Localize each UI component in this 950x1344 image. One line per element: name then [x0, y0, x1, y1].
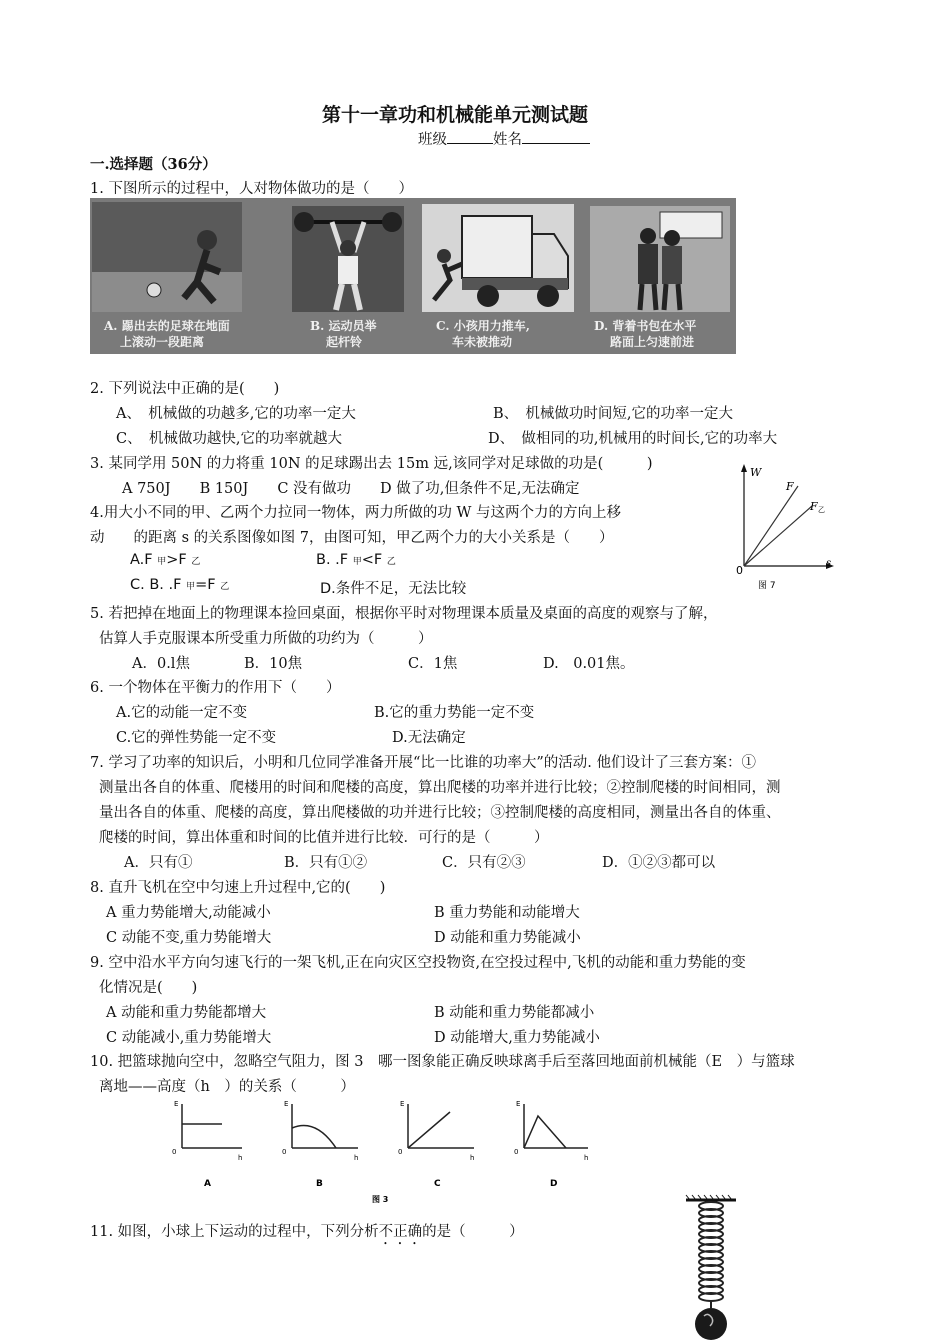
q6-option-b: B.它的重力势能一定不变: [374, 705, 535, 721]
svg-text:E: E: [516, 1100, 521, 1108]
q4-stem-line2: 动 的距离 s 的关系图像如图 7，由图可知，甲乙两个力的大小关系是（ ）: [90, 530, 614, 546]
q7-line3: 量出各自的体重、爬楼的高度，算出爬楼做的功并进行比较；③控制爬楼的高度相同，测量出各自的体重、: [99, 805, 781, 821]
q7-option-a: A．只有①: [124, 855, 193, 871]
football-kick-icon: [92, 202, 242, 312]
svg-text:0: 0: [398, 1148, 403, 1156]
q8-option-d: D 动能和重力势能减小: [434, 930, 581, 946]
q8-option-a: A 重力势能增大,动能减小: [106, 905, 271, 921]
child-pushing-truck-icon: [422, 204, 574, 312]
q4-option-c: C. B. .F 甲=F 乙: [130, 577, 230, 593]
q7-line1: 7. 学习了功率的知识后，小明和几位同学准备开展“比一比谁的功率大”的活动. 他们设计了三套方案：①: [90, 755, 756, 771]
student-info: [418, 128, 590, 149]
q4-stem-line1: 4.用大小不同的甲、乙两个力拉同一物体，两力所做的功 W 与这两个力的方向上移: [90, 505, 621, 521]
page-title: 第十一章功和机械能单元测试题: [322, 104, 589, 126]
svg-text:h: h: [354, 1154, 359, 1162]
q1-picture-strip: [90, 198, 736, 354]
q5-stem-line2: 估算人手克服课本所受重力所做的功约为（ ）: [99, 631, 433, 647]
q10-graph-c: [398, 1100, 474, 1189]
q8-stem: 8. 直升飞机在空中匀速上升过程中,它的( ): [90, 880, 386, 896]
q10-graph-d: [514, 1100, 588, 1189]
q2-option-c: C、 机械做功越快,它的功率就越大: [116, 431, 342, 447]
q9-option-c: C 动能减小,重力势能增大: [106, 1030, 272, 1046]
q3-stem: 3. 某同学用 50N 的力将重 10N 的足球踢出去 15m 远,该同学对足球做的功是( ): [90, 456, 653, 472]
q1-caption-d: D. 背着书包在水平 路面上匀速前进: [594, 319, 697, 349]
q5-option-b: B．10焦: [244, 656, 303, 672]
fig7-origin: 0: [736, 564, 743, 577]
q2-option-d: D、 做相同的功,机械用的时间长,它的功率大: [488, 431, 778, 447]
q6-option-c: C.它的弹性势能一定不变: [116, 730, 277, 746]
svg-text:h: h: [584, 1154, 589, 1162]
svg-text:h: h: [238, 1154, 243, 1162]
q5-option-d: D. 0.01焦。: [543, 656, 635, 672]
fig7-f1-label: F: [786, 480, 794, 493]
q10-line2: 离地——高度（h ）的关系（ ）: [99, 1079, 355, 1095]
q1-picture-a: [92, 202, 242, 312]
q2-stem: 2. 下列说法中正确的是( ): [90, 381, 280, 397]
q2-option-a: A、 机械做的功越多,它的功率一定大: [116, 406, 356, 422]
q7-option-c: C．只有②③: [442, 855, 526, 871]
q9-option-b: B 动能和重力势能都减小: [434, 1005, 595, 1021]
q9-line2: 化情况是( ): [99, 980, 198, 996]
q10-graph-b: [282, 1100, 358, 1189]
q9-line1: 9. 空中沿水平方向匀速飞行的一架飞机,正在向灾区空投物资,在空投过程中,飞机的动能和重力势能的变: [90, 955, 746, 971]
svg-text:E: E: [400, 1100, 405, 1108]
q9-option-a: A 动能和重力势能都增大: [106, 1005, 267, 1021]
q11-emphasis: 不正确: [378, 1224, 423, 1240]
q11-spring-ball-figure: [684, 1194, 744, 1344]
q4-option-d: D.条件不足，无法比较: [320, 581, 467, 597]
fig7-f2-sub: 乙: [818, 506, 825, 514]
class-blank[interactable]: [447, 129, 493, 144]
q7-line2: 测量出各自的体重、爬楼用的时间和爬楼的高度，算出爬楼的功率并进行比较；②控制爬楼的时间相同，测: [99, 780, 781, 796]
svg-text:D: D: [550, 1179, 558, 1189]
q7-option-d: D．①②③都可以: [602, 855, 716, 871]
q1-caption-b: B. 运动员举 起杆铃: [310, 319, 377, 349]
q3-options: A 750J B 150J C 没有做功 D 做了功,但条件不足,无法确定: [122, 481, 580, 497]
q1-picture-c: [422, 204, 574, 312]
fig7-caption: 图 7: [758, 581, 776, 591]
svg-text:E: E: [284, 1100, 289, 1108]
q8-option-b: B 重力势能和动能增大: [434, 905, 580, 921]
q11-stem: 11. 如图，小球上下运动的过程中，下列分析不正确的是（ ）: [90, 1224, 524, 1240]
q6-option-a: A.它的动能一定不变: [116, 705, 248, 721]
q10-line1: 10. 把篮球抛向空中，忽略空气阻力，图 3 哪一图象能正确反映球离手后至落回地面前机械能（E ）与篮球: [90, 1054, 795, 1070]
svg-text:h: h: [470, 1154, 475, 1162]
q1-caption-c: C. 小孩用力推车, 车未被推动: [436, 319, 530, 349]
q9-option-d: D 动能增大,重力势能减小: [434, 1030, 600, 1046]
name-label: 姓名: [493, 132, 522, 148]
q5-option-c: C．1焦: [408, 656, 458, 672]
q4-figure-7: [730, 462, 840, 592]
fig7-w-label: W: [750, 466, 762, 479]
class-label: 班级: [418, 132, 447, 148]
q4-option-a: A.F 甲>F 乙: [130, 552, 201, 568]
spring-coil: [699, 1202, 723, 1301]
q1-picture-b: [292, 206, 404, 312]
svg-text:0: 0: [514, 1148, 519, 1156]
svg-text:C: C: [434, 1179, 441, 1189]
fig7-f2-label: F: [810, 500, 818, 513]
name-blank[interactable]: [522, 129, 590, 144]
q6-option-d: D.无法确定: [392, 730, 466, 746]
q7-option-b: B．只有①②: [284, 855, 368, 871]
q1-picture-d: [590, 206, 730, 312]
q7-line4: 爬楼的时间，算出体重和时间的比值并进行比较．可行的是（ ）: [99, 830, 549, 846]
svg-text:0: 0: [172, 1148, 177, 1156]
q5-stem-line1: 5. 若把掉在地面上的物理课本捡回桌面，根据你平时对物理课本质量及桌面的高度的观察与了解，: [90, 606, 718, 622]
q2-option-b: B、 机械做功时间短,它的功率一定大: [493, 406, 734, 422]
q5-option-a: A．0.l焦: [132, 656, 190, 672]
q10-caption: 图 3: [372, 1195, 389, 1204]
weightlifter-icon: [292, 206, 404, 312]
q6-stem: 6. 一个物体在平衡力的作用下（ ）: [90, 680, 341, 696]
students-with-backpacks-icon: [590, 206, 730, 312]
q8-option-c: C 动能不变,重力势能增大: [106, 930, 272, 946]
fig7-s-label: s: [826, 558, 832, 569]
section-heading: 一.选择题（36分）: [90, 156, 217, 173]
svg-text:A: A: [204, 1179, 211, 1189]
svg-text:0: 0: [282, 1148, 287, 1156]
q10-figure-3: [166, 1096, 616, 1206]
svg-text:E: E: [174, 1100, 179, 1108]
q1-caption-a: A. 踢出去的足球在地面 上滚动一段距离: [104, 319, 230, 349]
q10-graph-a: [172, 1100, 242, 1189]
q4-option-b: B. .F 甲<F 乙: [316, 552, 396, 568]
q1-stem: 1. 下图所示的过程中，人对物体做功的是（ ）: [90, 181, 413, 197]
svg-text:B: B: [316, 1179, 323, 1189]
